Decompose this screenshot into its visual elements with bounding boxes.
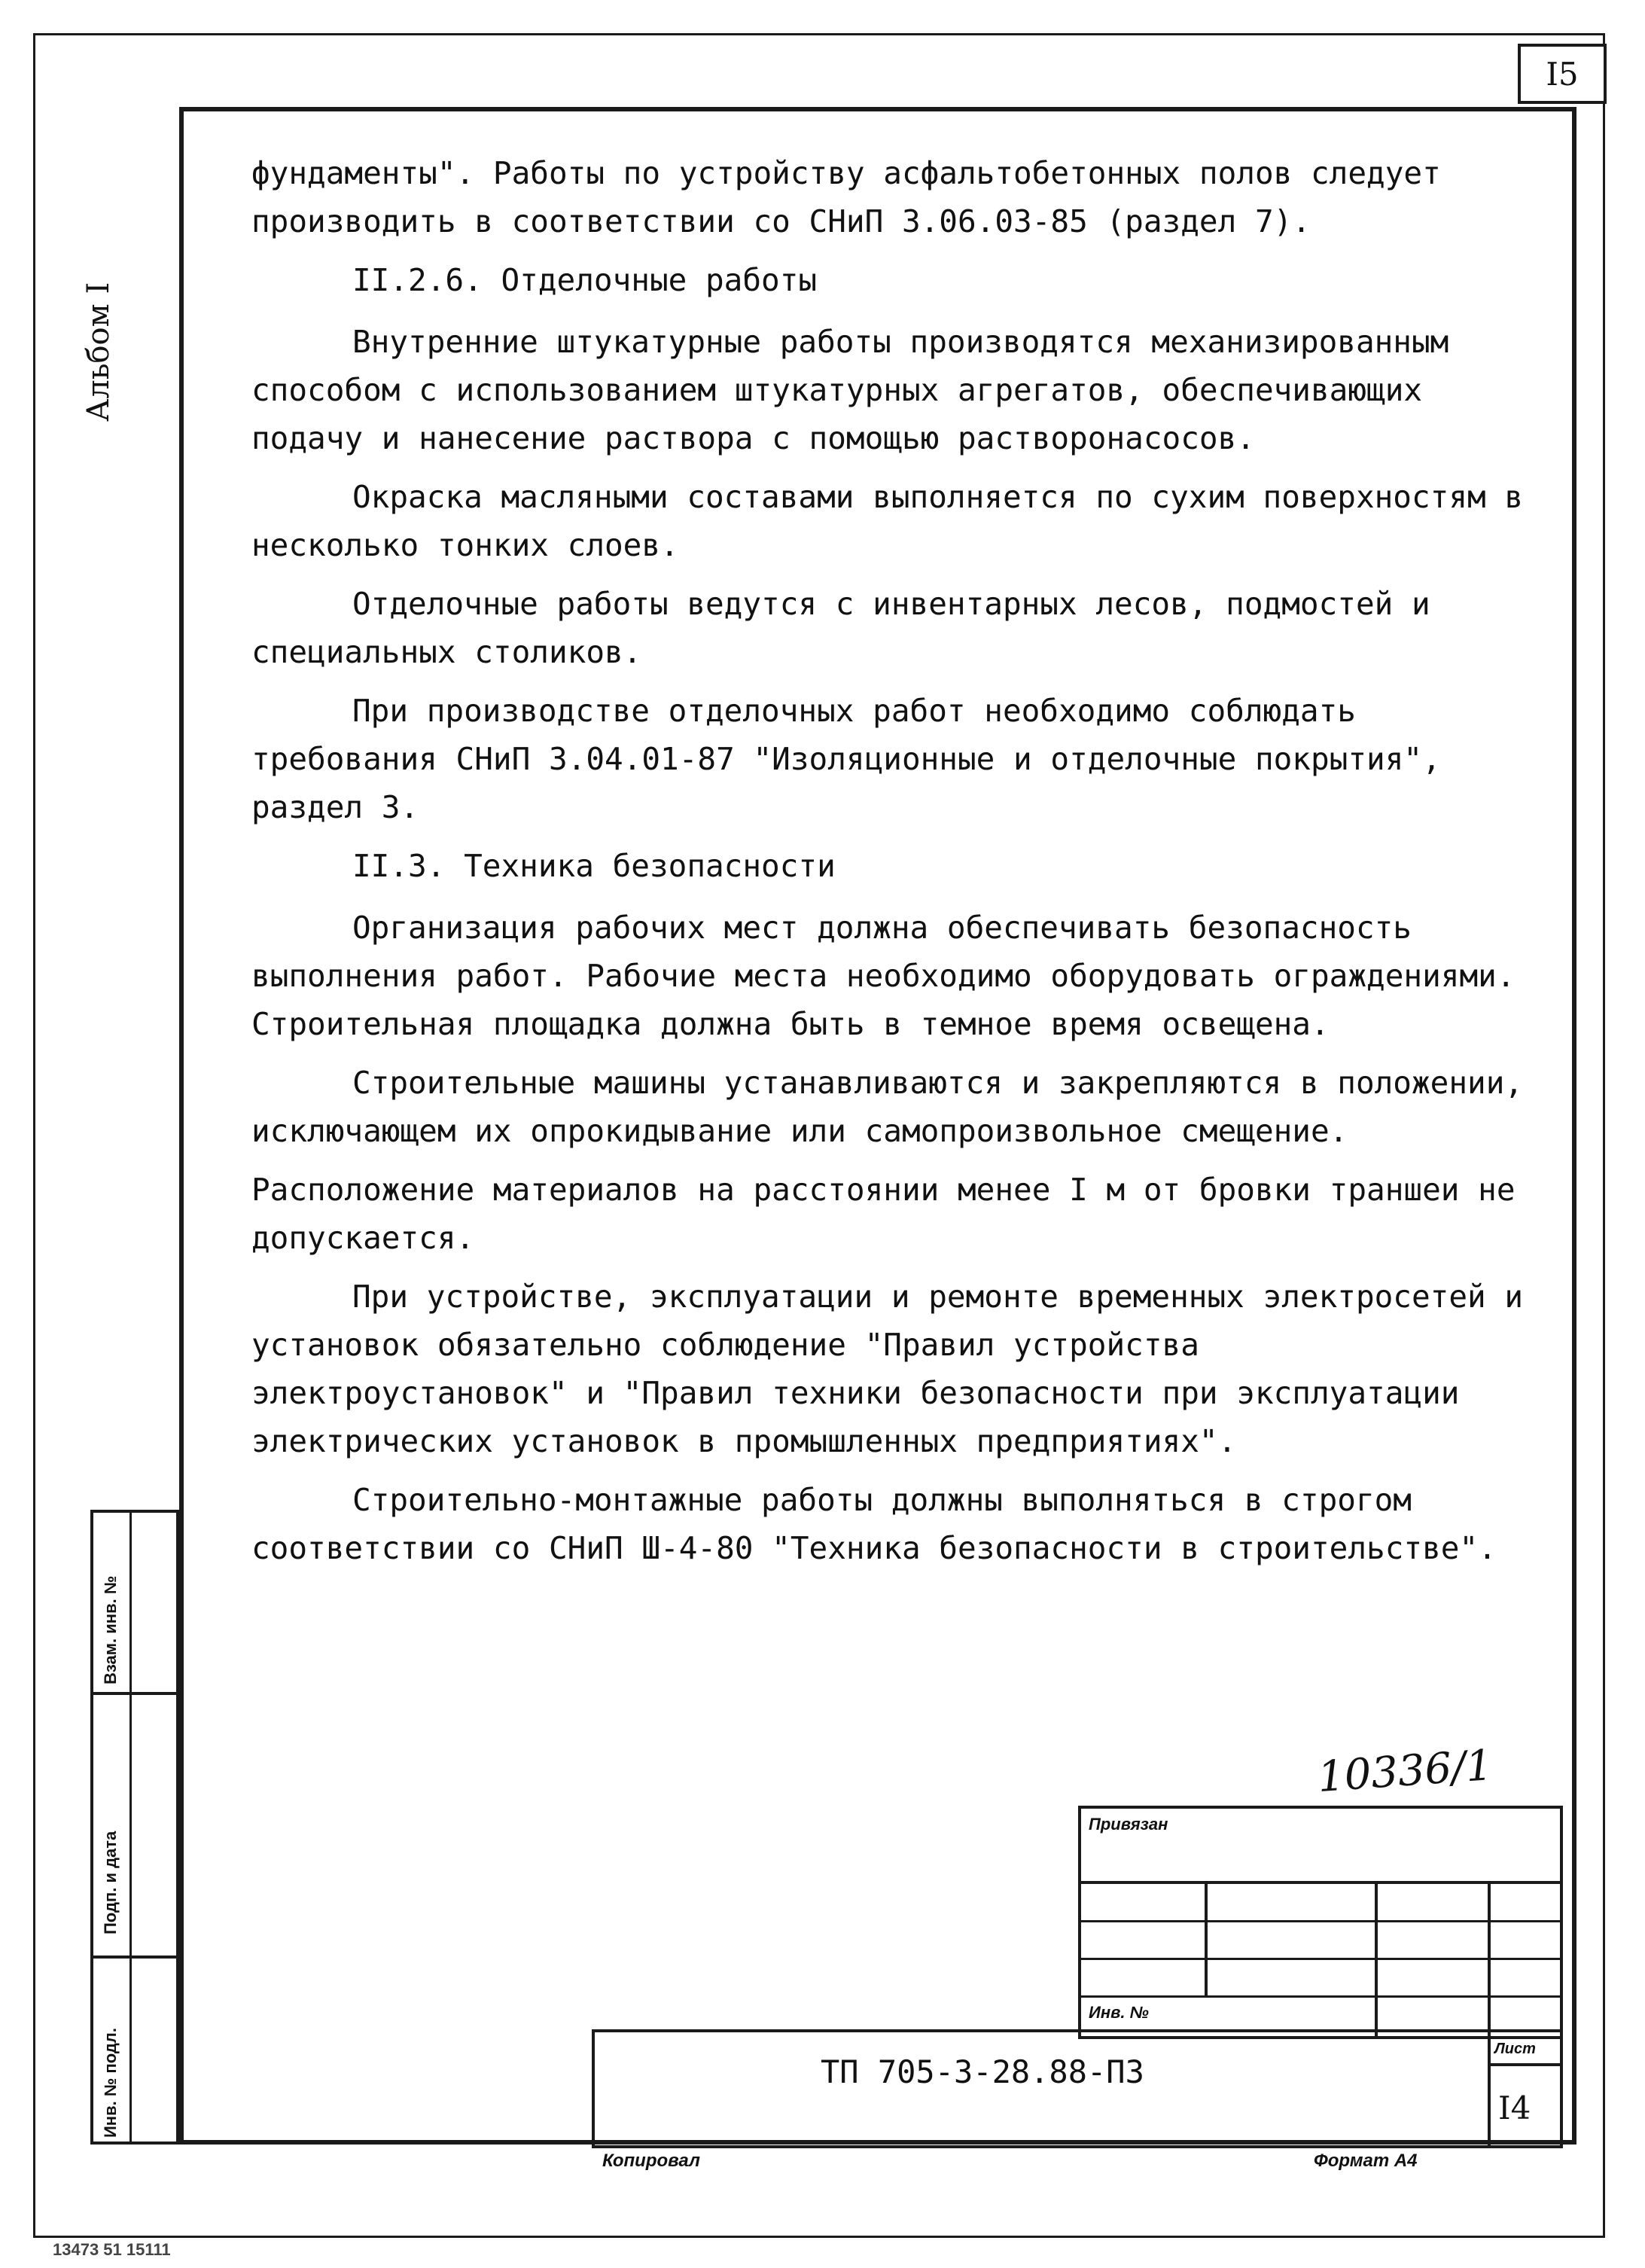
inv-podl-label: Инв. № подл. (101, 2028, 120, 2138)
paragraph: При устройстве, эксплуатации и ремонте временных электросетей и установок обязательно соблюдение "Правил устройства электроустановок" и "Правил техники безопасности при эксплуатации электрических установок в промышленных предприятиях". (251, 1279, 1524, 1459)
list-label: Лист (1494, 2041, 1536, 2057)
vzam-inv-label: Взам. инв. № (101, 1575, 120, 1684)
document-code: ТП 705-3-28.88-ПЗ (821, 2053, 1144, 2090)
paragraph: Окраска масляными составами выполняется по сухим поверхностям в несколько тонких слоев. (251, 479, 1524, 563)
tb-line (1488, 2063, 1563, 2066)
copy-label: Копировал (602, 2151, 700, 2171)
paragraph: Строительные машины устанавливаются и закрепляются в положении, исключающем их опрокидывание или самопроизвольное смещение. (251, 1065, 1524, 1149)
side-stamp-hline (93, 1692, 176, 1695)
section-heading: II.2.6. Отделочные работы (352, 262, 818, 298)
tb-line (1488, 1882, 1491, 2039)
tb-line (1488, 2029, 1491, 2148)
tb-line (1205, 1882, 1208, 1997)
paragraph: фундаменты". Работы по устройству асфальтобетонных полов следует производить в соответствии со СНиП 3.06.03-85 (раздел 7). (251, 155, 1441, 239)
paragraph: Внутренние штукатурные работы производятся механизированным способом с использованием штукатурных агрегатов, обеспечивающих подачу и нанесение раствора с помощью растворонасосов. (251, 324, 1449, 456)
sheet-number: I4 (1498, 2090, 1531, 2126)
side-stamp-hline (93, 1956, 176, 1959)
side-stamp-divider (129, 1513, 132, 2141)
bottom-code: 13473 51 15111 (53, 2240, 171, 2259)
document-body (251, 149, 1531, 1583)
album-label: Альбом I (81, 282, 116, 422)
paragraph: Строительно-монтажные работы должны выполняться в строгом соответствии со СНиП Ш-4-80 "Техника безопасности в строительстве". (251, 1482, 1497, 1566)
section-heading: II.3. Техника безопасности (352, 848, 836, 884)
handwritten-number: 10336/1 (1316, 1740, 1494, 1803)
format-label: Формат А4 (1314, 2151, 1418, 2171)
privyazan-label: Привязан (1089, 1815, 1168, 1834)
inv-no-label: Инв. № (1089, 2003, 1149, 2022)
paragraph: При производстве отделочных работ необходимо соблюдать требования СНиП 3.04.01-87 "Изоляционные и отделочные покрытия", раздел 3. (251, 693, 1441, 825)
tb-line (1375, 1882, 1378, 2039)
top-page-number: I5 (1518, 44, 1607, 104)
side-stamp (90, 1510, 179, 2145)
paragraph: Расположение материалов на расстоянии менее I м от бровки траншеи не допускается. (251, 1172, 1516, 1256)
paragraph: Отделочные работы ведутся с инвентарных лесов, подмостей и специальных столиков. (251, 586, 1430, 670)
podp-data-label: Подп. и дата (101, 1831, 120, 1934)
paragraph: Организация рабочих мест должна обеспечивать безопасность выполнения работ. Рабочие места необходимо оборудовать ограждениями. Строительная площадка должна быть в темное время освещена. (251, 910, 1516, 1042)
